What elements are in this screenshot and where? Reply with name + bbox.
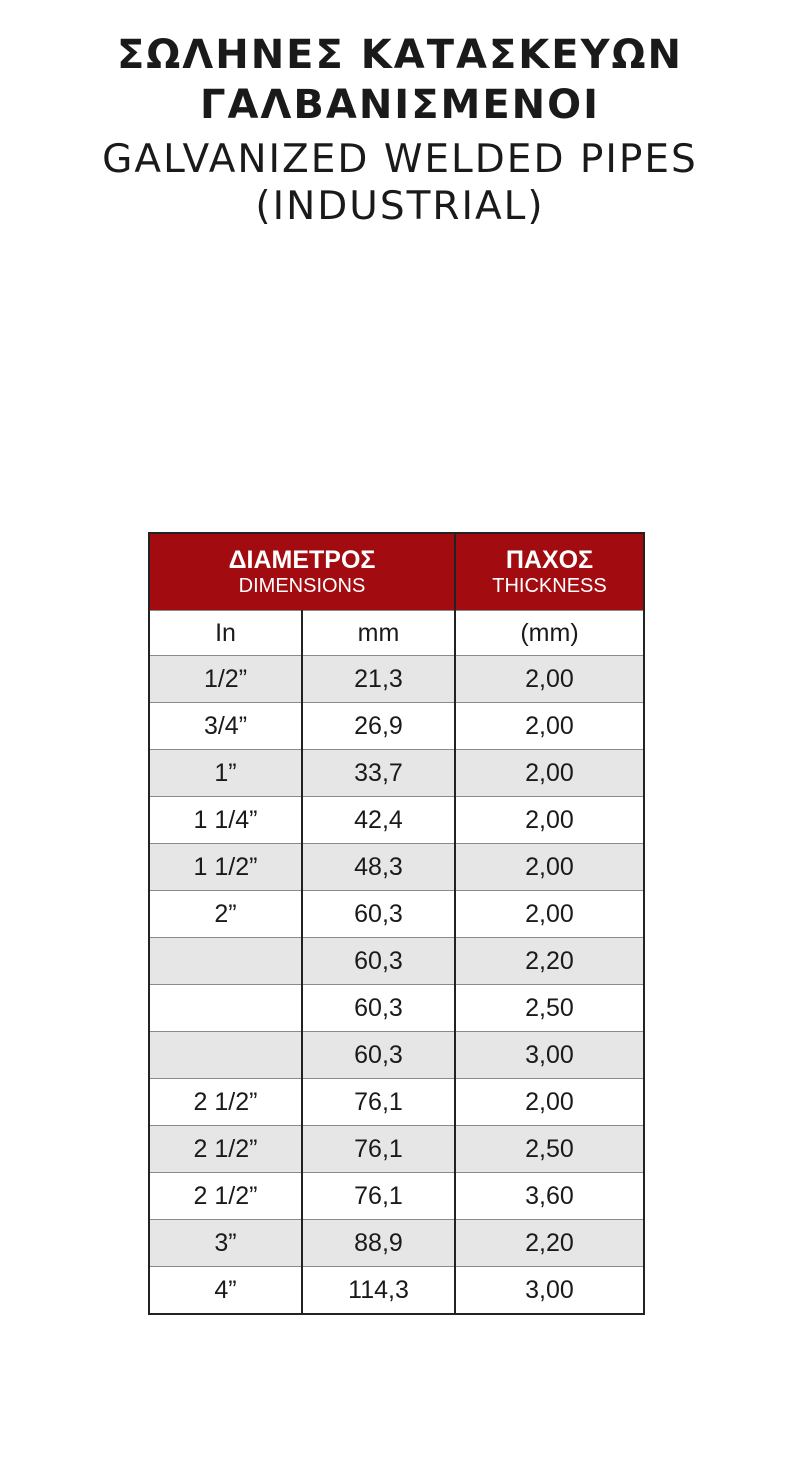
table-row [149, 844, 644, 891]
cell-mm: 88,9 [302, 1220, 455, 1267]
cell-inch: 2” [149, 891, 302, 938]
table-row [149, 797, 644, 844]
cell-inch: 1 1/2” [149, 844, 302, 891]
cell-thickness: 2,50 [455, 1126, 644, 1173]
cell-thickness: 3,60 [455, 1173, 644, 1220]
cell-inch: 1” [149, 750, 302, 797]
thickness-header [455, 533, 644, 611]
cell-thickness: 2,00 [455, 1079, 644, 1126]
english-title-line-2: (INDUSTRIAL) [255, 184, 545, 229]
pipe-spec-table [148, 532, 645, 1315]
cell-inch [149, 938, 302, 985]
greek-title-line-1: ΣΩΛΗΝΕΣ ΚΑΤΑΣΚΕΥΩΝ [116, 32, 684, 78]
table-row [149, 1126, 644, 1173]
table-row [149, 656, 644, 703]
cell-inch: 2 1/2” [149, 1126, 302, 1173]
cell-mm: 33,7 [302, 750, 455, 797]
english-title-line-1: GALVANIZED WELDED PIPES [102, 137, 698, 182]
table-row [149, 891, 644, 938]
table-row [149, 750, 644, 797]
cell-thickness: 2,00 [455, 891, 644, 938]
cell-mm: 60,3 [302, 1032, 455, 1079]
table-row [149, 985, 644, 1032]
table-row [149, 1032, 644, 1079]
cell-mm: 76,1 [302, 1173, 455, 1220]
cell-inch: 4” [149, 1267, 302, 1315]
cell-mm: 76,1 [302, 1126, 455, 1173]
english-title [0, 136, 800, 230]
unit-inch: In [149, 611, 302, 656]
table-row [149, 1267, 644, 1315]
diameter-header-greek: ΔΙΑΜΕΤΡΟΣ [228, 546, 376, 574]
table-row [149, 703, 644, 750]
table-body [149, 656, 644, 1315]
table-row [149, 1173, 644, 1220]
cell-thickness: 2,20 [455, 938, 644, 985]
cell-thickness: 2,00 [455, 656, 644, 703]
cell-mm: 21,3 [302, 656, 455, 703]
cell-thickness: 3,00 [455, 1267, 644, 1315]
unit-thickness: (mm) [455, 611, 644, 656]
cell-inch: 3/4” [149, 703, 302, 750]
cell-mm: 42,4 [302, 797, 455, 844]
title-block [0, 30, 800, 230]
cell-thickness: 2,20 [455, 1220, 644, 1267]
greek-title [0, 30, 800, 130]
cell-mm: 60,3 [302, 985, 455, 1032]
table-row [149, 1079, 644, 1126]
cell-mm: 60,3 [302, 938, 455, 985]
cell-thickness: 2,50 [455, 985, 644, 1032]
table-row [149, 938, 644, 985]
cell-inch [149, 1032, 302, 1079]
cell-thickness: 3,00 [455, 1032, 644, 1079]
cell-mm: 48,3 [302, 844, 455, 891]
cell-inch: 1 1/4” [149, 797, 302, 844]
cell-inch: 3” [149, 1220, 302, 1267]
cell-mm: 60,3 [302, 891, 455, 938]
greek-title-line-2: ΓΑΛΒΑΝΙΣΜΕΝΟΙ [199, 82, 601, 128]
cell-thickness: 2,00 [455, 750, 644, 797]
unit-mm: mm [302, 611, 455, 656]
cell-thickness: 2,00 [455, 844, 644, 891]
cell-inch [149, 985, 302, 1032]
cell-thickness: 2,00 [455, 703, 644, 750]
cell-mm: 76,1 [302, 1079, 455, 1126]
thickness-header-english: THICKNESS [492, 575, 607, 597]
cell-inch: 1/2” [149, 656, 302, 703]
diameter-header [149, 533, 455, 611]
diameter-header-english: DIMENSIONS [238, 575, 366, 597]
cell-mm: 114,3 [302, 1267, 455, 1315]
table-row [149, 1220, 644, 1267]
units-row [149, 611, 644, 656]
thickness-header-greek: ΠΑΧΟΣ [505, 546, 594, 574]
cell-inch: 2 1/2” [149, 1079, 302, 1126]
table-header-row [149, 533, 644, 611]
cell-inch: 2 1/2” [149, 1173, 302, 1220]
cell-mm: 26,9 [302, 703, 455, 750]
cell-thickness: 2,00 [455, 797, 644, 844]
